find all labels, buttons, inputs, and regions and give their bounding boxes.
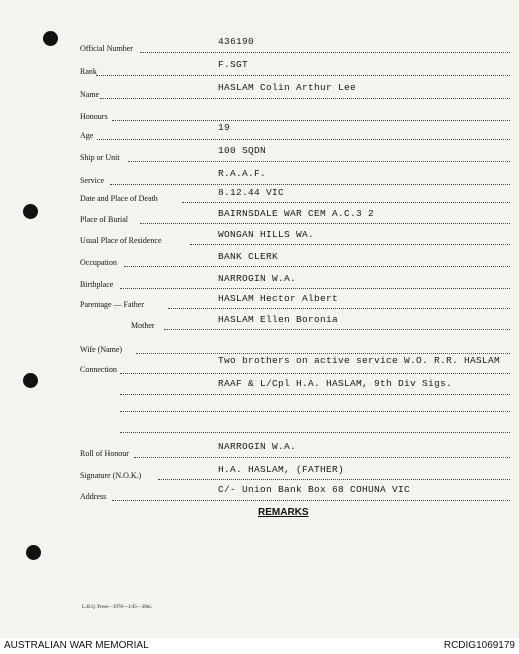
- field-label: Birthplace: [80, 280, 114, 289]
- field-connection: [0, 355, 519, 375]
- field-ship-or-unit: [0, 145, 519, 165]
- field-official-number: [0, 36, 519, 56]
- field-value: 8.12.44 VIC: [218, 187, 285, 198]
- field-label: Roll of Honour: [80, 449, 129, 458]
- field-label: Service: [80, 176, 104, 185]
- field-value: H.A. HASLAM, (FATHER): [218, 464, 345, 475]
- field-label: Ship or Unit: [80, 153, 120, 162]
- archive-name: AUSTRALIAN WAR MEMORIAL: [4, 640, 149, 651]
- printer-footnote: L.H.Q. Press—1976—1/45—30m.: [82, 605, 152, 610]
- field-value: RAAF & L/Cpl H.A. HASLAM, 9th Div Sigs.: [218, 378, 453, 389]
- remarks-heading: REMARKS: [258, 507, 309, 518]
- field-label: Connection: [80, 365, 117, 374]
- field-value: BAIRNSDALE WAR CEM A.C.3 2: [218, 208, 375, 219]
- field-mother: [0, 314, 519, 334]
- field-label: Date and Place of Death: [80, 194, 158, 203]
- field-value: 100 SQDN: [218, 145, 267, 156]
- field-label: Wife (Name): [80, 345, 123, 354]
- field-label: Honours: [80, 112, 108, 121]
- field-label: Official Number: [80, 44, 133, 53]
- field-value: R.A.A.F.: [218, 168, 267, 179]
- field-label: Parentage — Father: [80, 300, 144, 309]
- field-value: C/- Union Bank Box 68 COHUNA VIC: [218, 484, 411, 495]
- field-father: [0, 293, 519, 313]
- punch-hole: [26, 545, 41, 560]
- field-blank-line: [0, 417, 519, 437]
- field-service: [0, 168, 519, 188]
- field-label: Mother: [131, 321, 155, 330]
- field-signature: [0, 463, 519, 483]
- archive-footer-bar: [0, 638, 519, 654]
- field-label: Age: [80, 131, 94, 140]
- field-birthplace: [0, 273, 519, 293]
- field-label: Name: [80, 90, 100, 99]
- field-label: Place of Burial: [80, 215, 128, 224]
- field-label: Rank: [80, 67, 97, 76]
- field-label: Usual Place of Residence: [80, 236, 162, 245]
- field-place-of-burial: [0, 208, 519, 228]
- field-value: NARROGIN W.A.: [218, 273, 297, 284]
- field-label: Signature (N.O.K.): [80, 471, 142, 480]
- field-value: NARROGIN W.A.: [218, 441, 297, 452]
- field-date-place-death: [0, 187, 519, 207]
- field-name: [0, 82, 519, 102]
- field-value: HASLAM Ellen Boronia: [218, 314, 339, 325]
- field-value: WONGAN HILLS WA.: [218, 229, 315, 240]
- field-value: HASLAM Hector Albert: [218, 293, 339, 304]
- field-usual-residence: [0, 229, 519, 249]
- field-age: [0, 122, 519, 142]
- field-label: Address: [80, 492, 107, 501]
- field-rank: [0, 59, 519, 79]
- field-connection-line-2: [0, 376, 519, 396]
- field-value: BANK CLERK: [218, 251, 279, 262]
- field-label: Occupation: [80, 258, 117, 267]
- field-roll-of-honour: [0, 441, 519, 461]
- field-blank-line: [0, 396, 519, 416]
- field-value: F.SGT: [218, 59, 249, 70]
- field-address: [0, 483, 519, 503]
- field-occupation: [0, 251, 519, 271]
- field-value: HASLAM Colin Arthur Lee: [218, 82, 357, 93]
- field-value: Two brothers on active service W.O. R.R. HASLAM: [218, 355, 501, 366]
- field-value: 436190: [218, 36, 255, 47]
- field-value: 19: [218, 122, 231, 133]
- record-id: RCDIG1069179: [443, 640, 515, 651]
